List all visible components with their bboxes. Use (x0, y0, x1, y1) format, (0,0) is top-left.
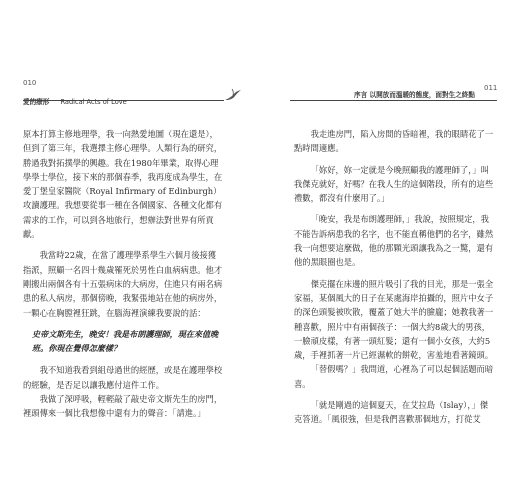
left-header-rule (23, 100, 224, 101)
paragraph: 「晚安，我是布朗護理師，」我說，按照規定，我不能告訴病患我的名字，也不能直稱他們的名字，雖然我一向想要這麼做，他的那顆光頭讓我為之一驚，還有他的黑眼圈也是。 (294, 214, 494, 268)
right-page-number: 011 (484, 84, 498, 92)
book-title: 愛的療形 (23, 98, 50, 106)
left-page-number: 010 (23, 79, 37, 87)
paragraph: 我當時22歲，在當了護理學系學生六個月後接獲指派，照顧一名四十幾歲罹死於男性白血病病患。他才剛搬出兩個各有十五張病床的大病房，住進只有兩名病患的私人病房，那個傍晚，我緊張地站在他的病房外，一顆心在胸膛裡狂跳，在腦海裡演練我要說的話： (23, 250, 223, 318)
left-running-header (23, 89, 127, 108)
paragraph: 「妳好，妳一定就是今晚照顧我的護理師了，」叫我傑克就好，好嗎？在我人生的這個階段，所有的這些禮數，都沒有什麼用了。」 (294, 164, 494, 204)
right-header-rule (290, 100, 497, 101)
block-quote: 史帝文斯先生，晚安！我是布朗護理師，現在來值晚班。你現在覺得怎麼樣？ (32, 328, 219, 353)
paragraph: 傑克擺在床邊的照片吸引了我的目光，那是一張全家福，某個風大的日子在某處海岸拍攝的，照片中女子的深色頭髮被吹散，覆蓋了她大半的臉龐；她教我著一種喜歡，照片中有兩個孩子：一個大約8歲大的男孩，一臉頑皮樣，有著一頭紅髮；還有一個小女孩，大約5歲，手裡抓著一片已經濕軟的餅乾，害羞地看著鏡頭。 (294, 278, 494, 361)
bird-ornament-icon (224, 88, 242, 102)
right-page-body (294, 127, 495, 427)
paragraph: 「就是剛過的這個夏天，在艾拉島（Islay），」傑克答道。「風很強，但是我們喜歡那個地方，打從艾 (294, 400, 489, 425)
paragraph: 我走進房門，陷入房間的昏暗裡，我的眼睛花了一點時間適應。 (294, 129, 494, 154)
right-running-header: 序言 以開放而溫暖的態度，面對生之終點 (354, 91, 475, 99)
paragraph: 我做了深呼吸，輕輕敲了敲史帝文斯先生的房門，裡頭傳來一個比我想像中還有力的聲音：「請進。」 (23, 394, 223, 419)
paragraph: 「替假嗎？」我問道，心裡為了可以起個話題而暗喜。 (294, 364, 494, 389)
book-subtitle: Radical Acts of Love (60, 98, 127, 106)
paragraph: 原本打算主修地理學，我一向熱愛地圖（現在還是），但到了第三年，我選擇主修心理學。人類行為的研究，勝過我對拓撲學的興趣。我在1980年畢業，取得心理學學士學位，接下來的那個春季，我再度成為學生，在愛丁堡皇家醫院（Royal Infirmary of Edinburgh）攻讀護理。我想要從事一種在各個國家、各種文化都有需求的工作，可以到各地旅行，想辦法對世界有所貢獻。 (23, 129, 223, 240)
paragraph: 我不知道我看到組母過世的經歷，或是在護理學校的經驗，是否足以讓我應付這件工作。 (23, 365, 223, 390)
left-page-body (23, 127, 223, 421)
